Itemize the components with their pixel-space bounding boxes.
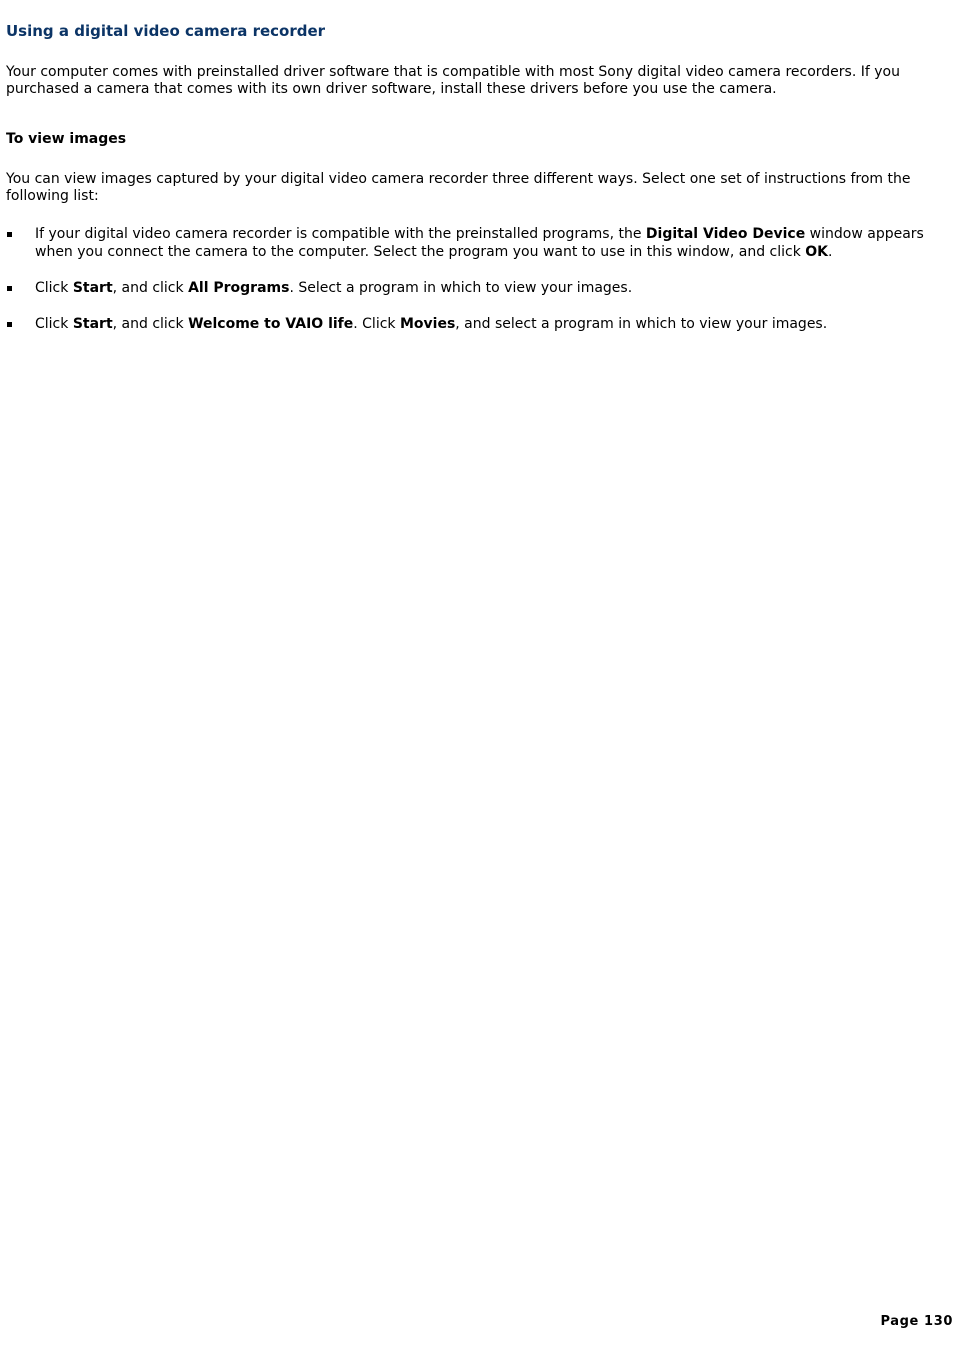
item-text: . Select a program in which to view your images. (289, 279, 633, 296)
intro-paragraph: Your computer comes with preinstalled driver software that is compatible with most Sony digital video camera recorders. If you purchased a camera that comes with its own driver software, install these drivers before you use the camera. (6, 64, 900, 97)
item-bold: Digital Video Device (645, 226, 806, 242)
item-text: Click (35, 279, 73, 296)
item-bold: Start (72, 315, 113, 332)
item-text: , and select a program in which to view your images. (455, 315, 828, 332)
bullet-icon (7, 322, 12, 327)
item-bold: Start (72, 279, 113, 296)
item-text: window appears when you connect the camera to the computer. Select the program you want to use in this window, and click (35, 226, 924, 260)
list-item (6, 280, 940, 298)
item-text: , and click (112, 315, 189, 332)
item-bold: OK (805, 243, 829, 260)
item-text: If your digital video camera recorder is compatible with the preinstalled programs, the (35, 226, 646, 242)
bullet-icon (7, 286, 12, 291)
item-bold: Welcome to VAIO life (188, 315, 354, 332)
instruction-list (6, 226, 940, 352)
page-number: Page 130 (880, 1314, 953, 1329)
item-text: Click (35, 315, 73, 332)
item-bold: Movies (399, 315, 456, 332)
item-text: . (828, 243, 833, 260)
list-item (6, 316, 940, 334)
bullet-icon (7, 232, 12, 237)
item-bold: All Programs (188, 279, 290, 296)
section-heading: To view images (6, 131, 127, 147)
list-item (6, 226, 940, 261)
item-text: , and click (112, 279, 189, 296)
lead-paragraph: You can view images captured by your digital video camera recorder three different ways. Select one set of instructions from the following list: (6, 171, 911, 204)
item-text: . Click (353, 315, 400, 332)
page-title: Using a digital video camera recorder (6, 22, 326, 40)
